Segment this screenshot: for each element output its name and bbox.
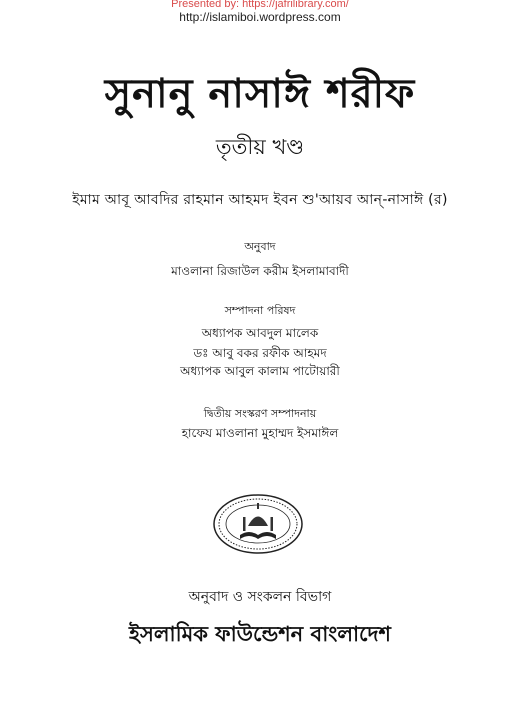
author-name: ইমাম আবূ আবদির রাহমান আহমদ ইবন শু'আয়ব আন্-নাসাঈ (র): [72, 192, 448, 208]
editorial-board-label: সম্পাদনা পরিষদ: [224, 304, 296, 317]
volume-label: তৃতীয় খণ্ড: [215, 135, 305, 159]
editor-member-3: অধ্যাপক আবুল কালাম পাটোয়ারী: [180, 364, 340, 378]
second-edition-editor: হাফেয মাওলানা মুহাম্মদ ইসমাঈল: [181, 426, 339, 440]
editor-member-2: ডঃ আবু বকর রফীক আহমদ: [193, 346, 327, 360]
islamic-foundation-emblem-icon: [212, 493, 304, 555]
translator-name: মাওলানা রিজাউল করীম ইসলামাবাদী: [171, 264, 349, 278]
watermark-presented-by: Presented by: https://jafrilibrary.com/: [171, 0, 349, 10]
translation-label: অনুবাদ: [244, 240, 276, 253]
editor-member-1: অধ্যাপক আবদুল মালেক: [201, 326, 319, 340]
watermark-site-url: http://islamiboi.wordpress.com: [179, 10, 341, 24]
publisher-name: ইসলামিক ফাউন্ডেশন বাংলাদেশ: [129, 622, 391, 646]
second-edition-label: দ্বিতীয় সংস্করণ সম্পাদনায়: [203, 407, 317, 420]
book-title: সুনানু নাসাঈ শরীফ: [104, 71, 416, 117]
department-name: অনুবাদ ও সংকলন বিভাগ: [188, 589, 332, 605]
